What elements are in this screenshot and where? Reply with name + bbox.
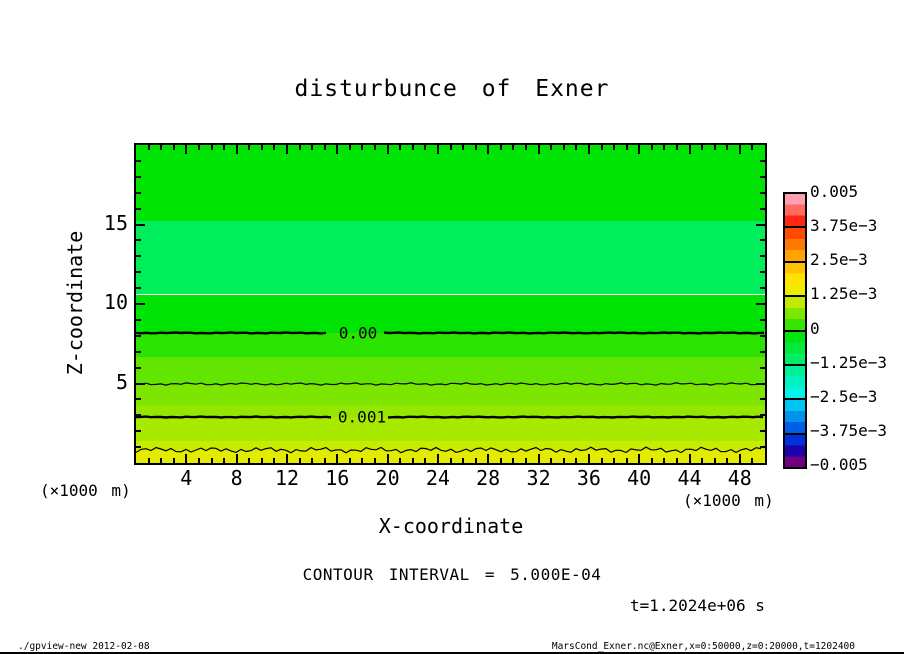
z-axis-unit: (×1000 m) — [40, 481, 131, 500]
contour-path — [136, 447, 761, 453]
colorbar-tick-label: −1.25e−3 — [810, 352, 888, 372]
x-tick-label: 48 — [727, 466, 752, 490]
footer-command: ./gpview-new 2012-02-08 — [18, 641, 150, 652]
x-tick-label: 16 — [325, 466, 350, 490]
plot-area — [136, 145, 765, 463]
colorbar-tick-label: 0 — [810, 318, 820, 338]
colorbar-tick-label: −3.75e−3 — [810, 420, 888, 440]
plot-frame — [134, 143, 767, 465]
z-tick-label: 10 — [103, 290, 128, 314]
colorbar-cell — [785, 263, 805, 297]
z-tick-label: 5 — [115, 369, 128, 394]
x-tick-label: 32 — [526, 466, 551, 490]
x-axis-unit: (×1000 m) — [683, 491, 774, 510]
contour-path — [388, 417, 763, 418]
x-tick-label: 24 — [425, 466, 450, 490]
contour-lines — [136, 145, 765, 463]
contour-path — [136, 417, 331, 418]
contour-interval-note: CONTOUR INTERVAL = 5.000E-04 — [302, 565, 602, 584]
x-tick-label: 36 — [576, 466, 601, 490]
colorbar-tick-label: −2.5e−3 — [810, 386, 878, 406]
colorbar-cell — [785, 400, 805, 434]
contour-path — [136, 383, 761, 385]
colorbar — [783, 192, 807, 469]
colorbar-cell — [785, 332, 805, 366]
x-tick-label: 40 — [627, 466, 652, 490]
x-tick-label: 28 — [476, 466, 501, 490]
footer-source: MarsCond_Exner.nc@Exner,x=0:50000,z=0:20000,t=1202400 — [551, 641, 855, 652]
colorbar-tick-label: 0.005 — [810, 182, 859, 201]
x-axis-title: X-coordinate — [378, 514, 524, 538]
colorbar-tick-label: 3.75e−3 — [810, 216, 878, 236]
time-note: t=1.2024e+06 s — [630, 596, 765, 615]
contour-label: 0.001 — [337, 407, 387, 427]
colorbar-cell — [785, 297, 805, 331]
contour-path — [136, 332, 326, 333]
x-tick-labels — [136, 466, 765, 488]
x-tick-label: 4 — [180, 466, 193, 490]
colorbar-cell — [785, 366, 805, 400]
colorbar-cell — [785, 435, 805, 467]
contour-label: 0.00 — [338, 323, 378, 343]
x-tick-label: 8 — [230, 466, 243, 490]
colorbar-labels — [810, 182, 904, 474]
colorbar-cell — [785, 228, 805, 262]
x-tick-label: 12 — [274, 466, 300, 490]
x-tick-label: 44 — [677, 466, 702, 490]
colorbar-cell — [785, 194, 805, 228]
z-axis-title: Z-coordinate — [63, 230, 87, 376]
contour-path — [384, 333, 764, 334]
z-tick-label: 15 — [103, 210, 128, 235]
z-tick-labels — [84, 143, 128, 461]
colorbar-tick-label: 1.25e−3 — [810, 284, 878, 304]
x-tick-label: 20 — [375, 466, 400, 490]
colorbar-tick-label: 2.5e−3 — [810, 250, 868, 270]
colorbar-tick-label: −0.005 — [810, 455, 868, 474]
figure-title: disturbunce of Exner — [294, 76, 610, 102]
